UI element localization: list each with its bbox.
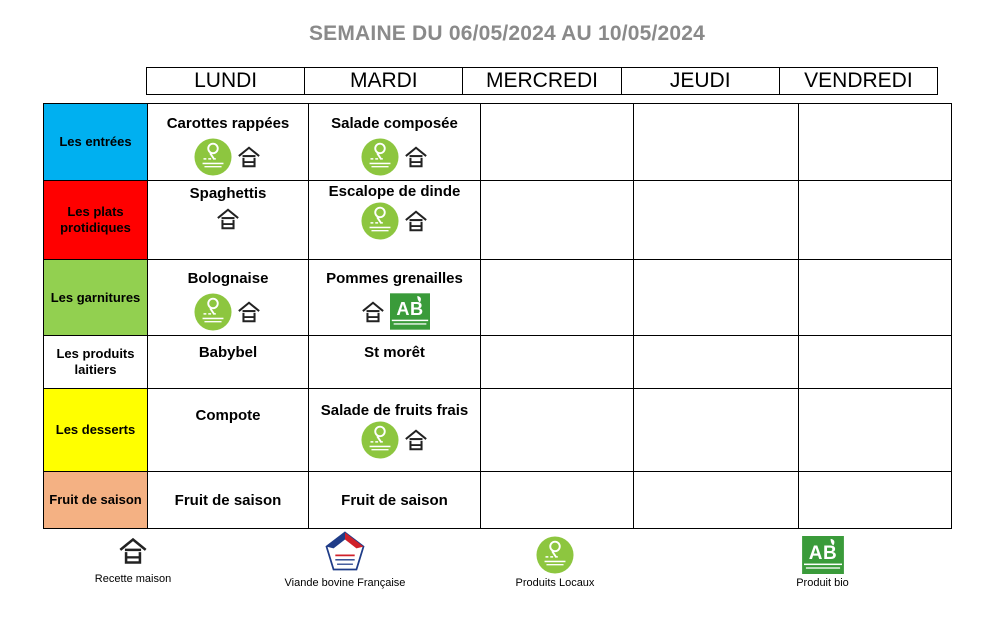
icon-group <box>148 207 308 231</box>
category-label: Les garnitures <box>50 289 141 305</box>
cell-lundi-garnitures <box>148 260 309 336</box>
category-fruit <box>44 472 148 529</box>
dish-name: Escalope de dinde <box>328 183 461 200</box>
cell-jeudi-garnitures <box>634 260 799 336</box>
cell-lundi-plats <box>148 181 309 260</box>
category-label: Les plats protidiques <box>60 204 131 235</box>
cell-vendredi-plats <box>799 181 952 260</box>
cell-jeudi-plats <box>634 181 799 260</box>
cell-lundi-entrees <box>148 104 309 181</box>
cell-vendredi-laitiers <box>799 336 952 389</box>
legend-produits-locaux <box>505 536 605 589</box>
cell-lundi-desserts <box>148 389 309 472</box>
category-label: Les desserts <box>55 422 136 437</box>
icon-group <box>309 138 480 176</box>
recette-maison-icon <box>215 207 241 231</box>
day-header-mardi: MARDI <box>304 68 462 94</box>
row-garnitures <box>44 260 952 336</box>
cell-jeudi-fruit <box>634 472 799 529</box>
category-label: Les entrées <box>59 134 132 149</box>
recette-maison-icon <box>403 145 429 169</box>
cell-vendredi-fruit <box>799 472 952 529</box>
cell-mardi-entrees <box>309 104 481 181</box>
cell-vendredi-garnitures <box>799 260 952 336</box>
row-desserts <box>44 389 952 472</box>
day-header-mercredi: MERCREDI <box>462 68 620 94</box>
agriculture-biologique-icon <box>390 293 430 330</box>
cell-mardi-plats <box>309 181 481 260</box>
recette-maison-icon <box>115 536 151 566</box>
icon-group <box>148 293 308 331</box>
category-plats <box>44 181 148 260</box>
viande-bovine-francaise-icon <box>323 530 367 572</box>
category-desserts <box>44 389 148 472</box>
cell-mardi-desserts <box>309 389 481 472</box>
dish-name: Babybel <box>198 344 258 361</box>
page-title: SEMAINE DU 06/05/2024 AU 10/05/2024 <box>308 22 706 45</box>
dish-name: Carottes rappées <box>166 115 290 132</box>
legend-viande-bovine <box>270 530 420 589</box>
cell-mercredi-entrees <box>481 104 634 181</box>
dish-name: Fruit de saison <box>174 491 282 509</box>
dish-name: Salade composée <box>331 115 458 132</box>
category-laitiers <box>44 336 148 389</box>
icon-group <box>309 293 480 330</box>
menu-table <box>43 103 952 529</box>
cell-vendredi-desserts <box>799 389 952 472</box>
agriculture-biologique-icon <box>802 536 844 574</box>
cell-jeudi-entrees <box>634 104 799 181</box>
cell-mardi-garnitures <box>309 260 481 336</box>
cell-mardi-fruit <box>309 472 481 529</box>
cell-mercredi-desserts <box>481 389 634 472</box>
cell-lundi-laitiers <box>148 336 309 389</box>
legend-label: Produit bio <box>796 577 849 589</box>
legend-label: Viande bovine Française <box>284 577 406 589</box>
category-label: Fruit de saison <box>49 492 142 507</box>
cell-mardi-laitiers <box>309 336 481 389</box>
category-label: Les produits laitiers <box>56 346 135 377</box>
category-entrees <box>44 104 148 181</box>
dish-name: Fruit de saison <box>341 491 448 509</box>
recette-maison-icon <box>403 428 429 452</box>
cell-lundi-fruit <box>148 472 309 529</box>
legend-produit-bio <box>775 536 870 589</box>
cell-mercredi-plats <box>481 181 634 260</box>
day-header-row <box>146 67 938 95</box>
day-header-lundi: LUNDI <box>194 69 258 92</box>
cell-mercredi-garnitures <box>481 260 634 336</box>
dish-name: Salade de fruits frais <box>320 402 469 419</box>
row-laitiers <box>44 336 952 389</box>
row-plats <box>44 181 952 260</box>
icon-group <box>309 202 480 240</box>
cell-jeudi-desserts <box>634 389 799 472</box>
dish-name: St morêt <box>364 344 425 361</box>
cell-mercredi-laitiers <box>481 336 634 389</box>
produits-locaux-icon <box>194 138 232 176</box>
recette-maison-icon <box>403 209 429 233</box>
dish-name: Bolognaise <box>187 270 269 287</box>
day-header-jeudi: JEUDI <box>621 68 779 94</box>
legend-label: Recette maison <box>94 573 172 585</box>
cell-mercredi-fruit <box>481 472 634 529</box>
icon-group <box>309 421 480 459</box>
cell-jeudi-laitiers <box>634 336 799 389</box>
row-fruit <box>44 472 952 529</box>
recette-maison-icon <box>360 300 386 324</box>
produits-locaux-icon <box>361 202 399 240</box>
recette-maison-icon <box>236 145 262 169</box>
produits-locaux-icon <box>361 138 399 176</box>
produits-locaux-icon <box>361 421 399 459</box>
produits-locaux-icon <box>536 536 574 574</box>
day-header-vendredi: VENDREDI <box>779 68 937 94</box>
row-entrees <box>44 104 952 181</box>
dish-name: Spaghettis <box>189 185 267 202</box>
dish-name: Pommes grenailles <box>326 270 463 287</box>
icon-group <box>148 138 308 176</box>
category-garnitures <box>44 260 148 336</box>
legend-label: Produits Locaux <box>515 577 595 589</box>
cell-vendredi-entrees <box>799 104 952 181</box>
dish-name: Compote <box>195 407 261 424</box>
recette-maison-icon <box>236 300 262 324</box>
produits-locaux-icon <box>194 293 232 331</box>
legend-recette-maison <box>88 536 178 585</box>
